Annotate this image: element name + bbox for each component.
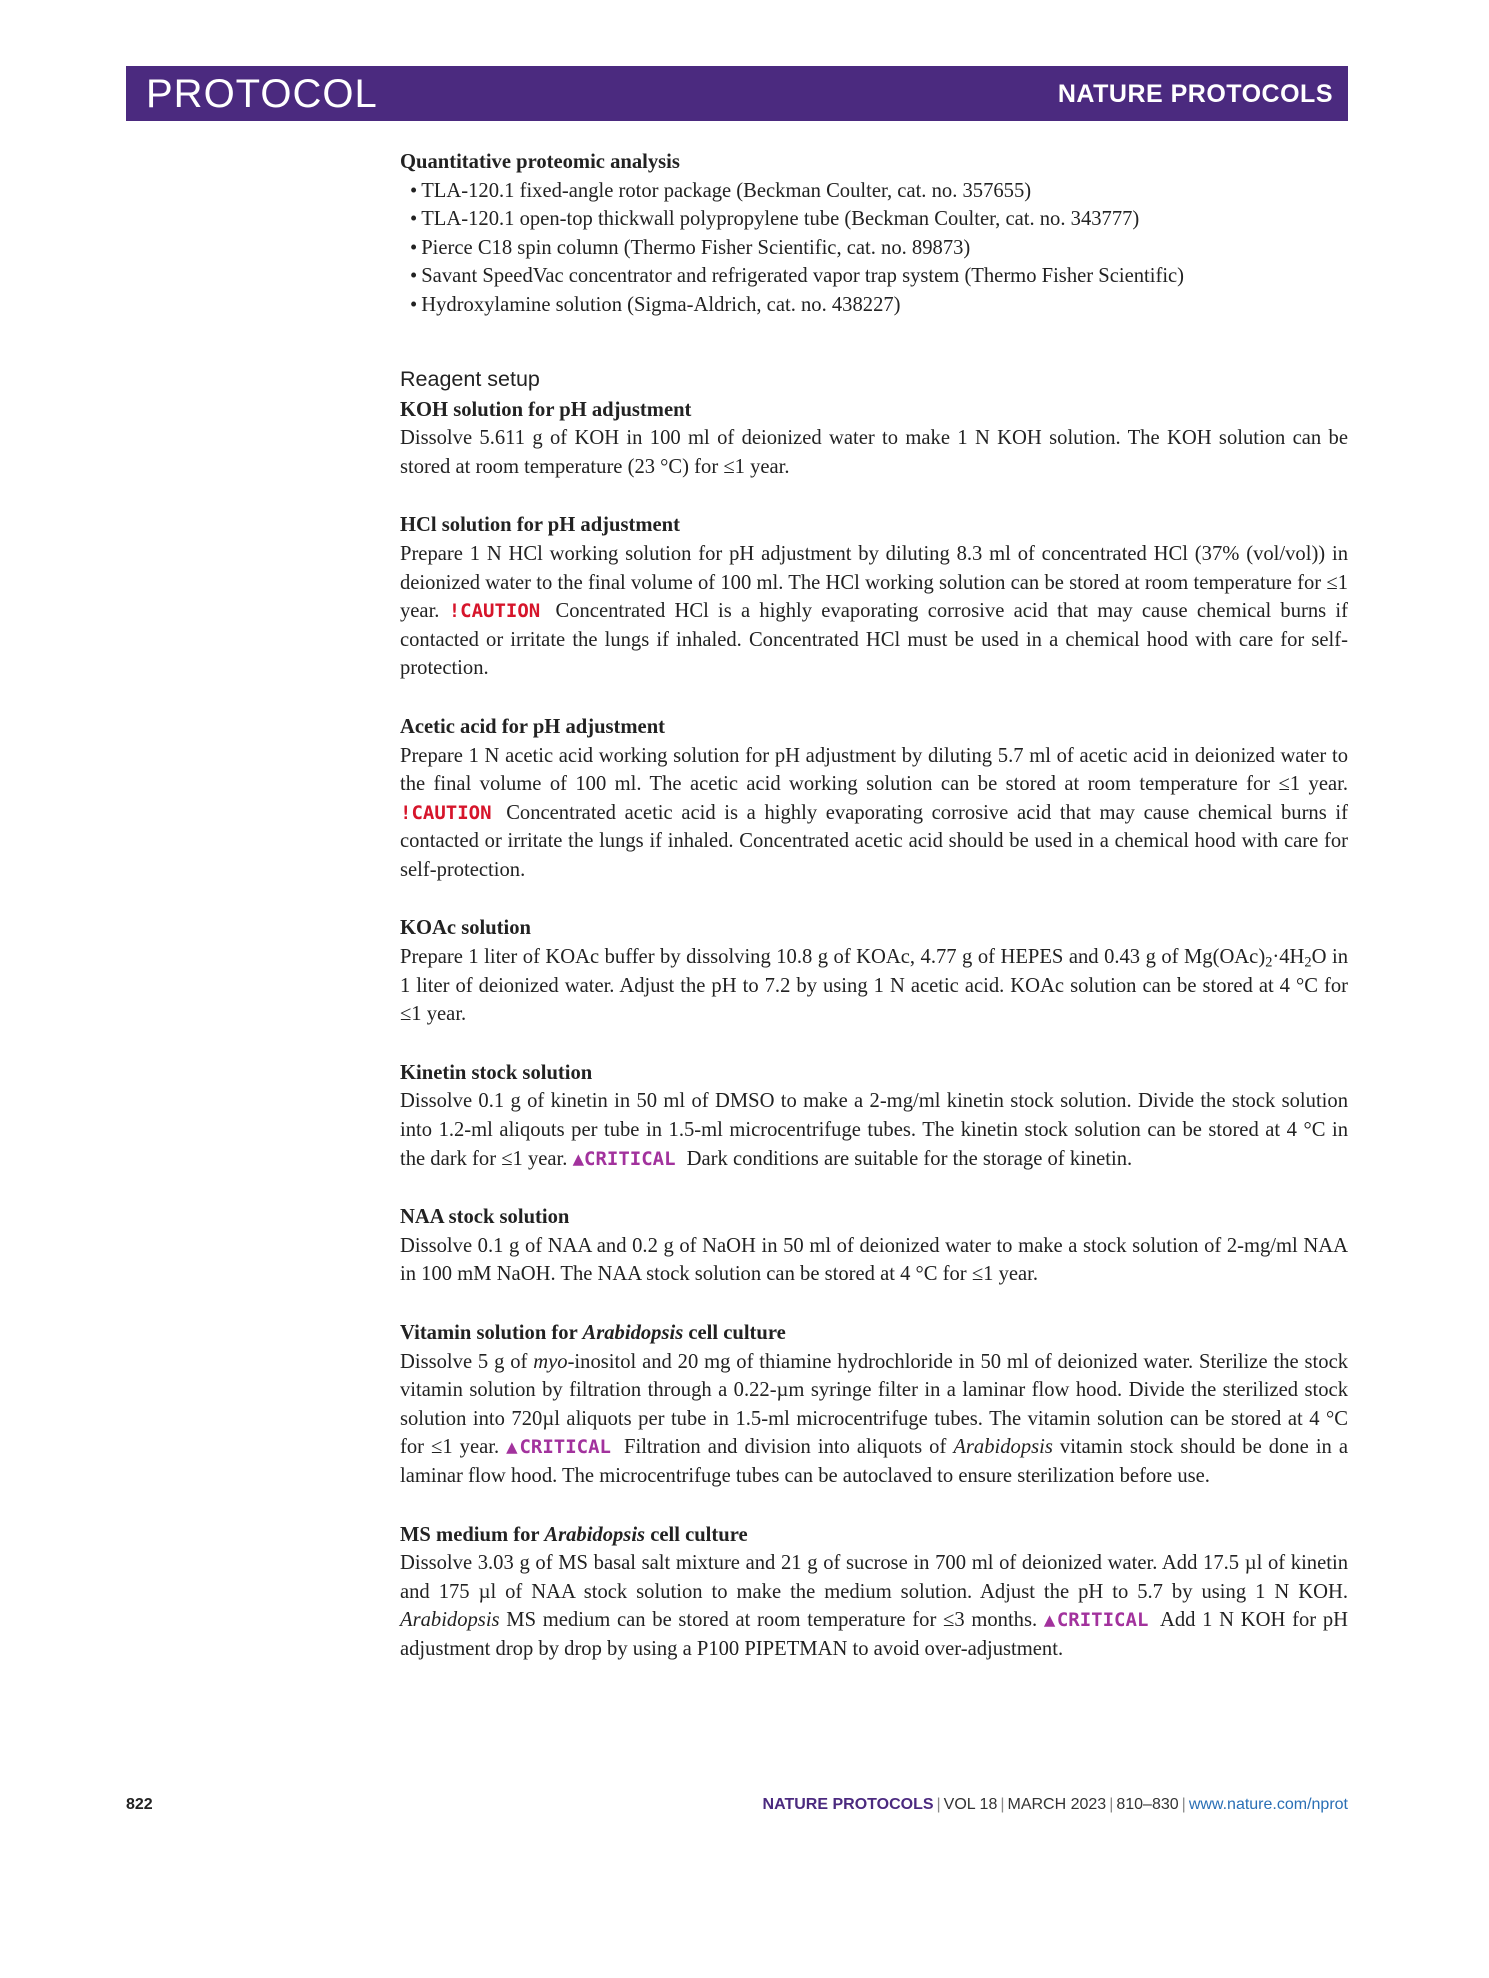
kinetin-title: Kinetin stock solution [400,1061,593,1084]
equipment-section [400,148,1348,320]
ms-medium-text: Dissolve 3.03 g of MS basal salt mixture and 21 g of sucrose in 700 ml of deionized water. Add 17.5 µl of kinetin and 175 µl of NAA stock solution to make the medium solution. Adjust the pH to 5.7 by using 1 N KOH. Arabidopsis MS medium can be stored at room temperature for ≤3 months. ▲CRITICAL Add 1 N KOH for pH adjustment drop by drop by using a P100 PIPETMAN to avoid over-adjustment. [400,1552,1349,1660]
acetic-title: Acetic acid for pH adjustment [400,715,666,738]
list-item: • Pierce C18 spin column (Thermo Fisher Scientific, cat. no. 89873) [410,236,971,259]
separator: | [1109,1796,1114,1813]
hcl-title: HCl solution for pH adjustment [400,514,680,537]
kinetin-text: Dissolve 0.1 g of kinetin in 50 ml of DMSO to make a 2-mg/ml kinetin stock solution. Divide the stock solution into 1.2-ml aliqouts per tube in 1.5-ml microcentrifuge tubes. The kinetin stock solution can be stored at 4 °C in the dark for ≤1 year. ▲CRITICAL Dark conditions are suitable for the storage of kinetin. [400,1090,1348,1170]
naa-title: NAA stock solution [400,1206,570,1229]
journal-name-label: NATURE PROTOCOLS [1057,80,1333,108]
page-number: 822 [126,1796,153,1813]
separator: | [936,1796,941,1813]
footer-pages: 810–830 [1116,1796,1179,1813]
list-item: • Savant SpeedVac concentrator and refrigerated vapor trap system (Thermo Fisher Scientific) [410,265,1185,288]
equipment-title: Quantitative proteomic analysis [400,151,680,173]
critical-label: ▲CRITICAL [1043,1609,1149,1632]
koh-title: KOH solution for pH adjustment [400,398,692,421]
list-item: • Hydroxylamine solution (Sigma-Aldrich, cat. no. 438227) [410,293,901,316]
list-item: • TLA-120.1 fixed-angle rotor package (Beckman Coulter, cat. no. 357655) [410,179,1032,202]
naa-text: Dissolve 0.1 g of NAA and 0.2 g of NaOH in 50 ml of deionized water to make a stock solution of 2-mg/ml NAA in 100 mM NaOH. The NAA stock solution can be stored at 4 °C for ≤1 year. [400,1234,1348,1286]
footer-journal-name: NATURE PROTOCOLS [762,1796,934,1813]
footer-volume: VOL 18 [943,1796,998,1813]
bullet-icon: • [410,236,418,259]
equipment-list [400,177,1348,320]
separator: | [1181,1796,1186,1813]
caution-label: !CAUTION [448,600,541,623]
critical-label: ▲CRITICAL [506,1436,611,1459]
bullet-icon: • [410,179,418,202]
hcl-section [400,511,1348,683]
koac-title: KOAc solution [400,917,532,940]
bullet-icon: • [410,265,418,288]
critical-label: ▲CRITICAL [572,1147,676,1170]
acetic-section [400,713,1348,885]
caution-label: !CAUTION [400,801,492,824]
page-content [400,148,1348,1664]
journal-url-link[interactable]: www.nature.com/nprot [1188,1796,1348,1813]
list-item: • TLA-120.1 open-top thickwall polypropylene tube (Beckman Coulter, cat. no. 343777) [410,208,1140,231]
hcl-text: Prepare 1 N HCl working solution for pH adjustment by diluting 8.3 ml of concentrated HCl (37% (vol/vol)) in deionized water to the final volume of 100 ml. The HCl working solution can be stored at room temperature for ≤1 year. !CAUTION Concentrated HCl is a highly evaporating corrosive acid that may cause chemical burns if contacted or irritate the lungs if inhaled. Concentrated HCl must be used in a chemical hood with care for self-protection. [400,542,1349,680]
ms-medium-title: MS medium for Arabidopsis cell culture [400,1523,748,1546]
vitamin-title: Vitamin solution for Arabidopsis cell culture [400,1322,786,1344]
koh-section [400,396,1348,482]
koac-section [400,914,1348,1028]
footer-date: MARCH 2023 [1007,1796,1107,1813]
bullet-icon: • [410,208,418,231]
page-footer [126,1796,1348,1820]
ms-medium-section [400,1521,1348,1664]
koh-text: Dissolve 5.611 g of KOH in 100 ml of deionized water to make 1 N KOH solution. The KOH solution can be stored at room temperature (23 °C) for ≤1 year. [400,427,1348,478]
separator: | [1000,1796,1005,1813]
vitamin-section [400,1319,1348,1491]
acetic-text: Prepare 1 N acetic acid working solution for pH adjustment by diluting 5.7 ml of acetic acid in deionized water to the final volume of 100 ml. The acetic acid working solution can be stored at room temperature for ≤1 year. !CAUTION Concentrated acetic acid is a highly evaporating corrosive acid that may cause chemical burns if contacted or irritate the lungs if inhaled. Concentrated acetic acid should be used in a chemical hood with care for self-protection. [400,744,1348,881]
journal-citation [763,1796,1348,1814]
vitamin-text: Dissolve 5 g of myo-inositol and 20 mg of thiamine hydrochloride in 50 ml of deionized water. Sterilize the stock vitamin solution by filtration through a 0.22-µm syringe filter in a laminar flow hood. Divide the sterilized stock solution into 720µl aliquots per tube in 1.5-ml microcentrifuge tubes. The vitamin solution can be stored at 4 °C for ≤1 year. ▲CRITICAL Filtration and division into aliquots of Arabidopsis vitamin stock should be done in a laminar flow hood. The microcentrifuge tubes can be autoclaved to ensure sterilization before use. [400,1350,1349,1487]
bullet-icon: • [410,293,418,316]
koac-text: Prepare 1 liter of KOAc buffer by dissolving 10.8 g of KOAc, 4.77 g of HEPES and 0.43 g of $Mg(OAc)_2\cdot 4H_2O$ in 1 liter of deionized water. Adjust the pH to 7.2 by using 1 N acetic acid. KOAc solution can be stored at 4 °C for ≤1 year. [400,946,1348,1026]
reagent-setup-heading: Reagent setup [400,366,540,391]
naa-section [400,1203,1348,1289]
kinetin-section [400,1059,1348,1173]
article-type-label: PROTOCOL [146,72,378,116]
header-banner [126,66,1348,121]
